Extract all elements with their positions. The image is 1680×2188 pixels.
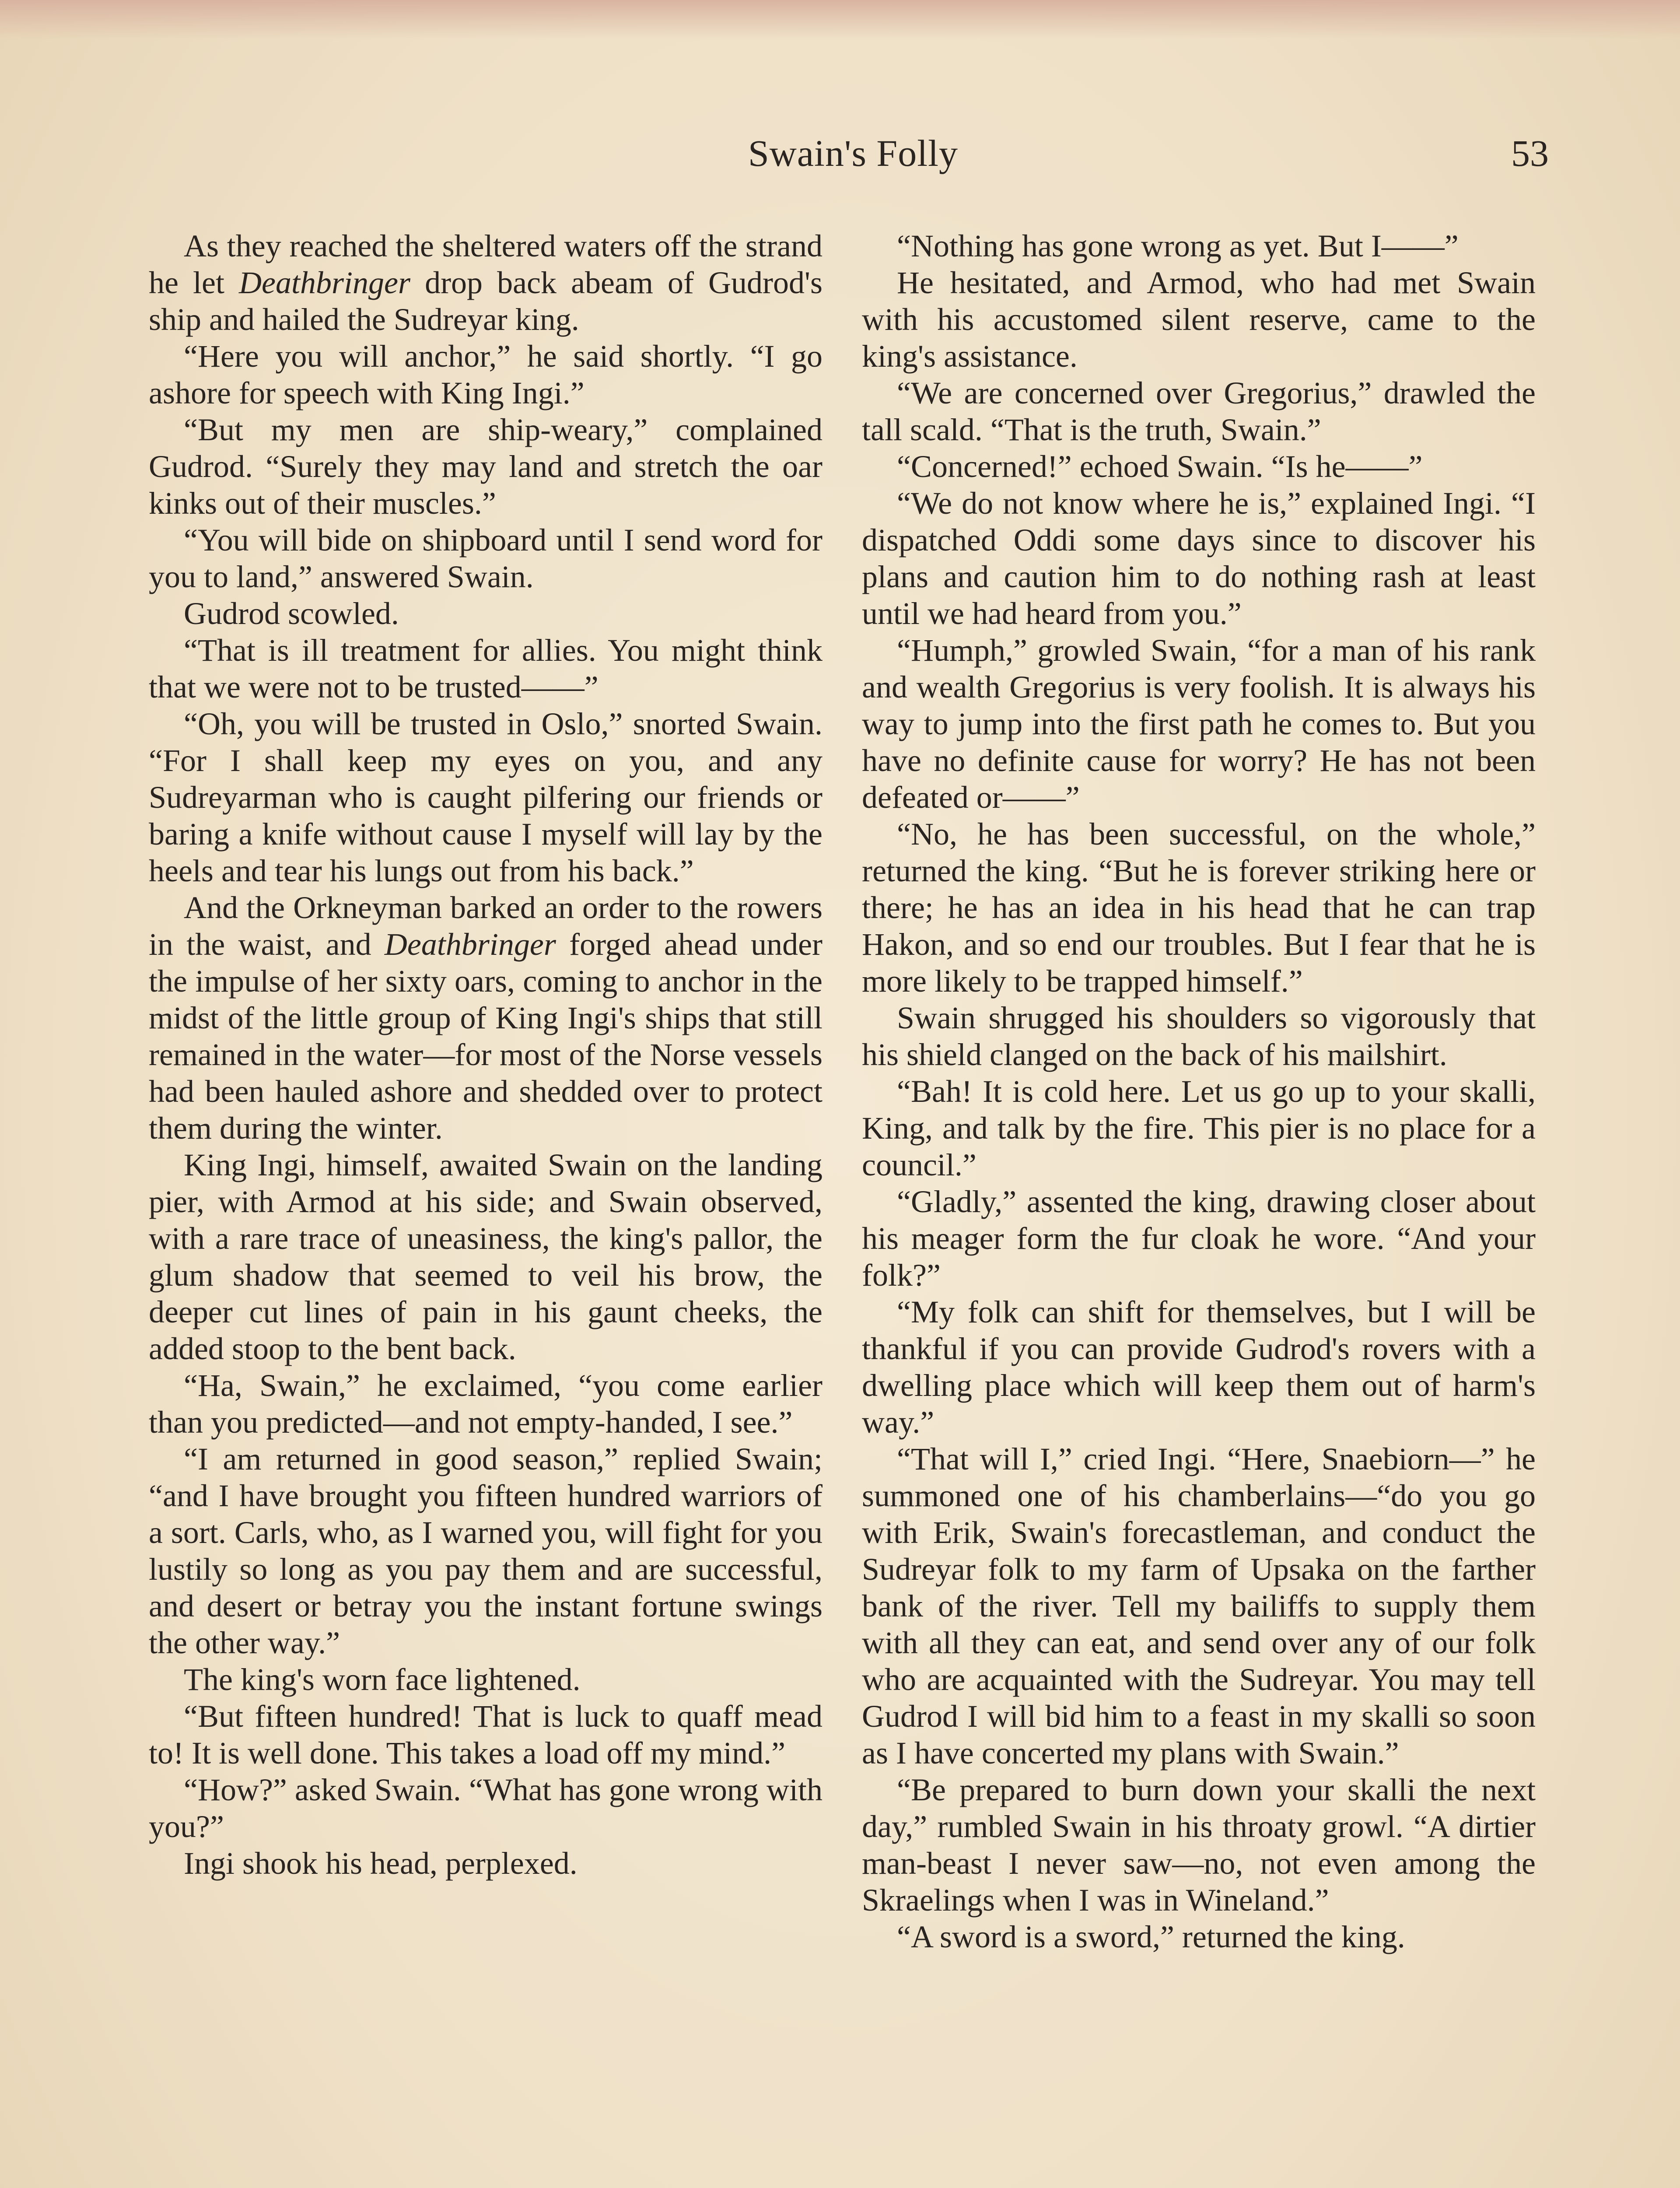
paragraph: Swain shrugged his shoulders so vigorously that his shield clanged on the back of his mailshirt. (862, 1000, 1536, 1072)
page-number: 53 (1511, 132, 1549, 174)
paragraph: “Nothing has gone wrong as yet. But I——” (897, 228, 1459, 263)
paragraph: “A sword is a sword,” returned the king. (897, 1919, 1405, 1954)
paragraph: “Ha, Swain,” he exclaimed, “you come earlier than you predicted—and not empty-handed, I see.” (149, 1368, 822, 1440)
paragraph: “That is ill treatment for allies. You might think that we were not to be trusted——” (149, 633, 822, 705)
left-column (149, 228, 822, 1882)
paragraph: “We are concerned over Gregorius,” drawled the tall scald. “That is the truth, Swain.” (862, 375, 1536, 447)
paragraph: “Humph,” growled Swain, “for a man of his rank and wealth Gregorius is very foolish. It is always his way to jump into the first path he comes to. But you have no definite cause for worry? He has not been defeated or——” (862, 633, 1536, 815)
ship-name: Deathbringer (239, 265, 411, 300)
paragraph: “You will bide on shipboard until I send word for you to land,” answered Swain. (149, 522, 822, 594)
paragraph: “Concerned!” echoed Swain. “Is he——” (897, 449, 1423, 484)
paragraph: The king's worn face lightened. (184, 1662, 581, 1697)
paragraph: “But my men are ship-weary,” complained Gudrod. “Surely they may land and stretch the oar kinks out of their muscles.” (149, 412, 822, 521)
paragraph: Gudrod scowled. (184, 596, 399, 631)
paragraph: “How?” asked Swain. “What has gone wrong with you?” (149, 1772, 822, 1844)
paragraph: “Oh, you will be trusted in Oslo,” snorted Swain. “For I shall keep my eyes on you, and any Sudreyarman who is caught pilfering our friends or baring a knife without cause I myself will lay by the heels and tear his lungs out from his back.” (149, 706, 822, 888)
ship-name: Deathbringer (384, 927, 556, 962)
paragraph: “We do not know where he is,” explained Ingi. “I dispatched Oddi some days since to discover his plans and caution him to do nothing rash at least until we had heard from you.” (862, 486, 1536, 631)
paragraph: “Be prepared to burn down your skalli the next day,” rumbled Swain in his throaty growl. “A dirtier man-beast I never saw—no, not even among the Skraelings when I was in Wineland.” (862, 1772, 1536, 1918)
paragraph: “I am returned in good season,” replied Swain; “and I have brought you fifteen hundred warriors of a sort. Carls, who, as I warned you, will fight for you lustily so long as you pay them and are successful, and desert or betray you the instant fortune swings the other way.” (149, 1441, 822, 1660)
paragraph: “Here you will anchor,” he said shortly. “I go ashore for speech with King Ingi.” (149, 339, 822, 410)
paragraph: “That will I,” cried Ingi. “Here, Snaebiorn—” he summoned one of his chamberlains—“do you go with Erik, Swain's forecastleman, and conduct the Sudreyar folk to my farm of Upsaka on the farther bank of the river. Tell my bailiffs to supply them with all they can eat, and send over any of our folk who are acquainted with the Sudreyar. You may tell Gudrod I will bid him to a feast in my skalli so soon as I have concerted my plans with Swain.” (862, 1441, 1536, 1771)
paragraph: “No, he has been successful, on the whole,” returned the king. “But he is forever striking here or there; he has an idea in his head that he can trap Hakon, and so end our troubles. But I fear that he is more likely to be trapped himself.” (862, 817, 1536, 999)
paragraph: “Bah! It is cold here. Let us go up to your skalli, King, and talk by the fire. This pier is no place for a council.” (862, 1074, 1536, 1182)
paragraph: “Gladly,” assented the king, drawing closer about his meager form the fur cloak he wore. “And your folk?” (862, 1184, 1536, 1293)
paragraph: As they reached the sheltered waters off the strand he let Deathbringer drop back abeam of Gudrod's ship and hailed the Sudreyar king. (149, 228, 823, 337)
page-header (0, 131, 1680, 184)
right-column (862, 228, 1536, 1955)
paragraph: Ingi shook his head, perplexed. (184, 1846, 578, 1881)
paragraph: King Ingi, himself, awaited Swain on the landing pier, with Armod at his side; and Swain observed, with a rare trace of uneasiness, the king's pallor, the glum shadow that seemed to veil his brow, the deeper cut lines of pain in his gaunt cheeks, the added stoop to the bent back. (149, 1147, 822, 1366)
running-title: Swain's Folly (748, 132, 959, 174)
paragraph: And the Orkneyman barked an order to the rowers in the waist, and Deathbringer forged ahead under the impulse of her sixty oars, coming to anchor in the midst of the little group of King Ingi's ships that still remained in the water—for most of the Norse vessels had been hauled ashore and shedded over to protect them during the winter. (149, 890, 823, 1146)
paragraph: He hesitated, and Armod, who had met Swain with his accustomed silent reserve, came to the king's assistance. (862, 265, 1536, 374)
paragraph: “My folk can shift for themselves, but I will be thankful if you can provide Gudrod's rovers with a dwelling place which will keep them out of harm's way.” (862, 1294, 1536, 1440)
paragraph: “But fifteen hundred! That is luck to quaff mead to! It is well done. This takes a load off my mind.” (149, 1699, 822, 1771)
